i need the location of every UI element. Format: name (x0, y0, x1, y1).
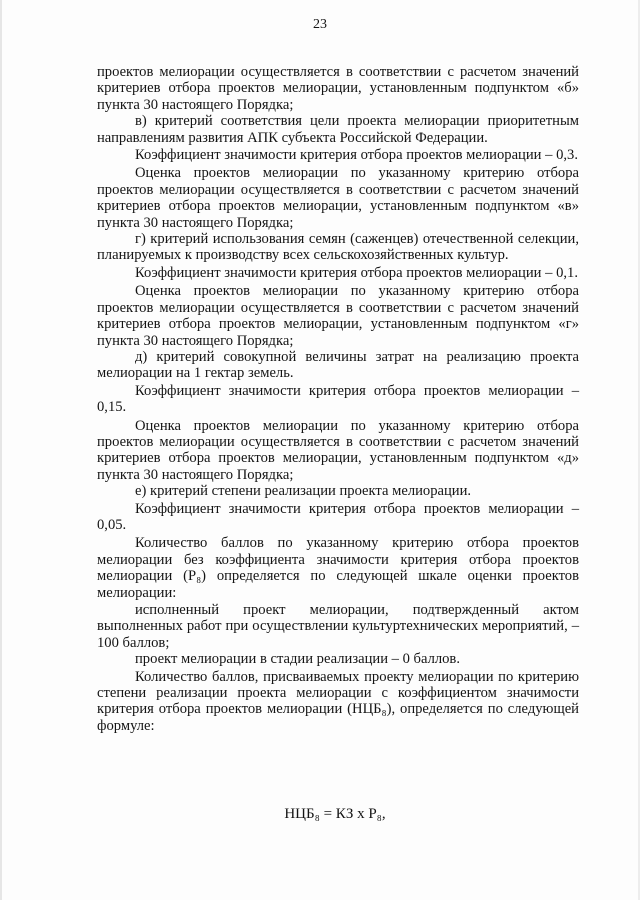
document-body (97, 64, 579, 734)
paragraph-coefficient-d: Коэффициент значимости критерия отбора проектов мелиорации – 0,15. (97, 382, 579, 416)
paragraph-criterion-g: г) критерий использования семян (саженцев) отечественной селекции, планируемых к производству всех сельскохозяйственных культур. (97, 231, 579, 264)
paragraph-evaluation-g: Оценка проектов мелиорации по указанному критерию отбора проектов мелиорации осуществляется в соответствии с расчетом значений критериев отбора проектов мелиорации, установленным подпунктом «г» пункта 30 настоящего Порядка; (97, 283, 579, 349)
paragraph-formula-intro: Количество баллов, присваиваемых проекту мелиорации по критерию степени реализации проекта мелиорации с коэффициентом значимости критерия отбора проектов мелиорации (НЦБ₈), определяется по следующей формуле: (97, 668, 579, 734)
paragraph-coefficient-v: Коэффициент значимости критерия отбора проектов мелиорации – 0,3. (135, 147, 578, 164)
paragraph-evaluation-v: Оценка проектов мелиорации по указанному критерию отбора проектов мелиорации осуществляется в соответствии с расчетом значений критериев отбора проектов мелиорации, установленным подпунктом «в» пункта 30 настоящего Порядка; (97, 165, 579, 231)
paragraph-score-scale: Количество баллов по указанному критерию отбора проектов мелиорации без коэффициента значимости критерия отбора проектов мелиорации (Р₈) определяется по следующей шкале оценки проектов мелиорации: (97, 535, 579, 601)
paragraph-continuation: проектов мелиорации осуществляется в соответствии с расчетом значений критериев отбора проектов мелиорации, установленным подпунктом «б» пункта 30 настоящего Порядка; (97, 64, 579, 113)
formula-ncb8: НЦБ₈ = КЗ х Р₈, (284, 806, 386, 822)
scan-edge-left (0, 0, 2, 900)
paragraph-coefficient-e: Коэффициент значимости критерия отбора проектов мелиорации – 0,05. (97, 500, 579, 533)
paragraph-criterion-v: в) критерий соответствия цели проекта мелиорации приоритетным направлениям развития АПК субъекта Российской Федерации. (97, 113, 579, 146)
page-number: 23 (313, 17, 327, 32)
paragraph-coefficient-g: Коэффициент значимости критерия отбора проектов мелиорации – 0,1. (135, 264, 578, 281)
paragraph-evaluation-d: Оценка проектов мелиорации по указанному критерию отбора проектов мелиорации осуществляется в соответствии с расчетом значений критериев отбора проектов мелиорации, установленным подпунктом «д» пункта 30 настоящего Порядка; (97, 417, 579, 483)
paragraph-score-in-progress: проект мелиорации в стадии реализации – 0 баллов. (135, 651, 460, 668)
paragraph-score-completed: исполненный проект мелиорации, подтвержденный актом выполненных работ при осуществлении культуртехнических мероприятий, – 100 баллов; (97, 602, 579, 651)
paragraph-criterion-d: д) критерий совокупной величины затрат на реализацию проекта мелиорации на 1 гектар земель. (97, 348, 579, 382)
paragraph-criterion-e: е) критерий степени реализации проекта мелиорации. (135, 483, 472, 500)
